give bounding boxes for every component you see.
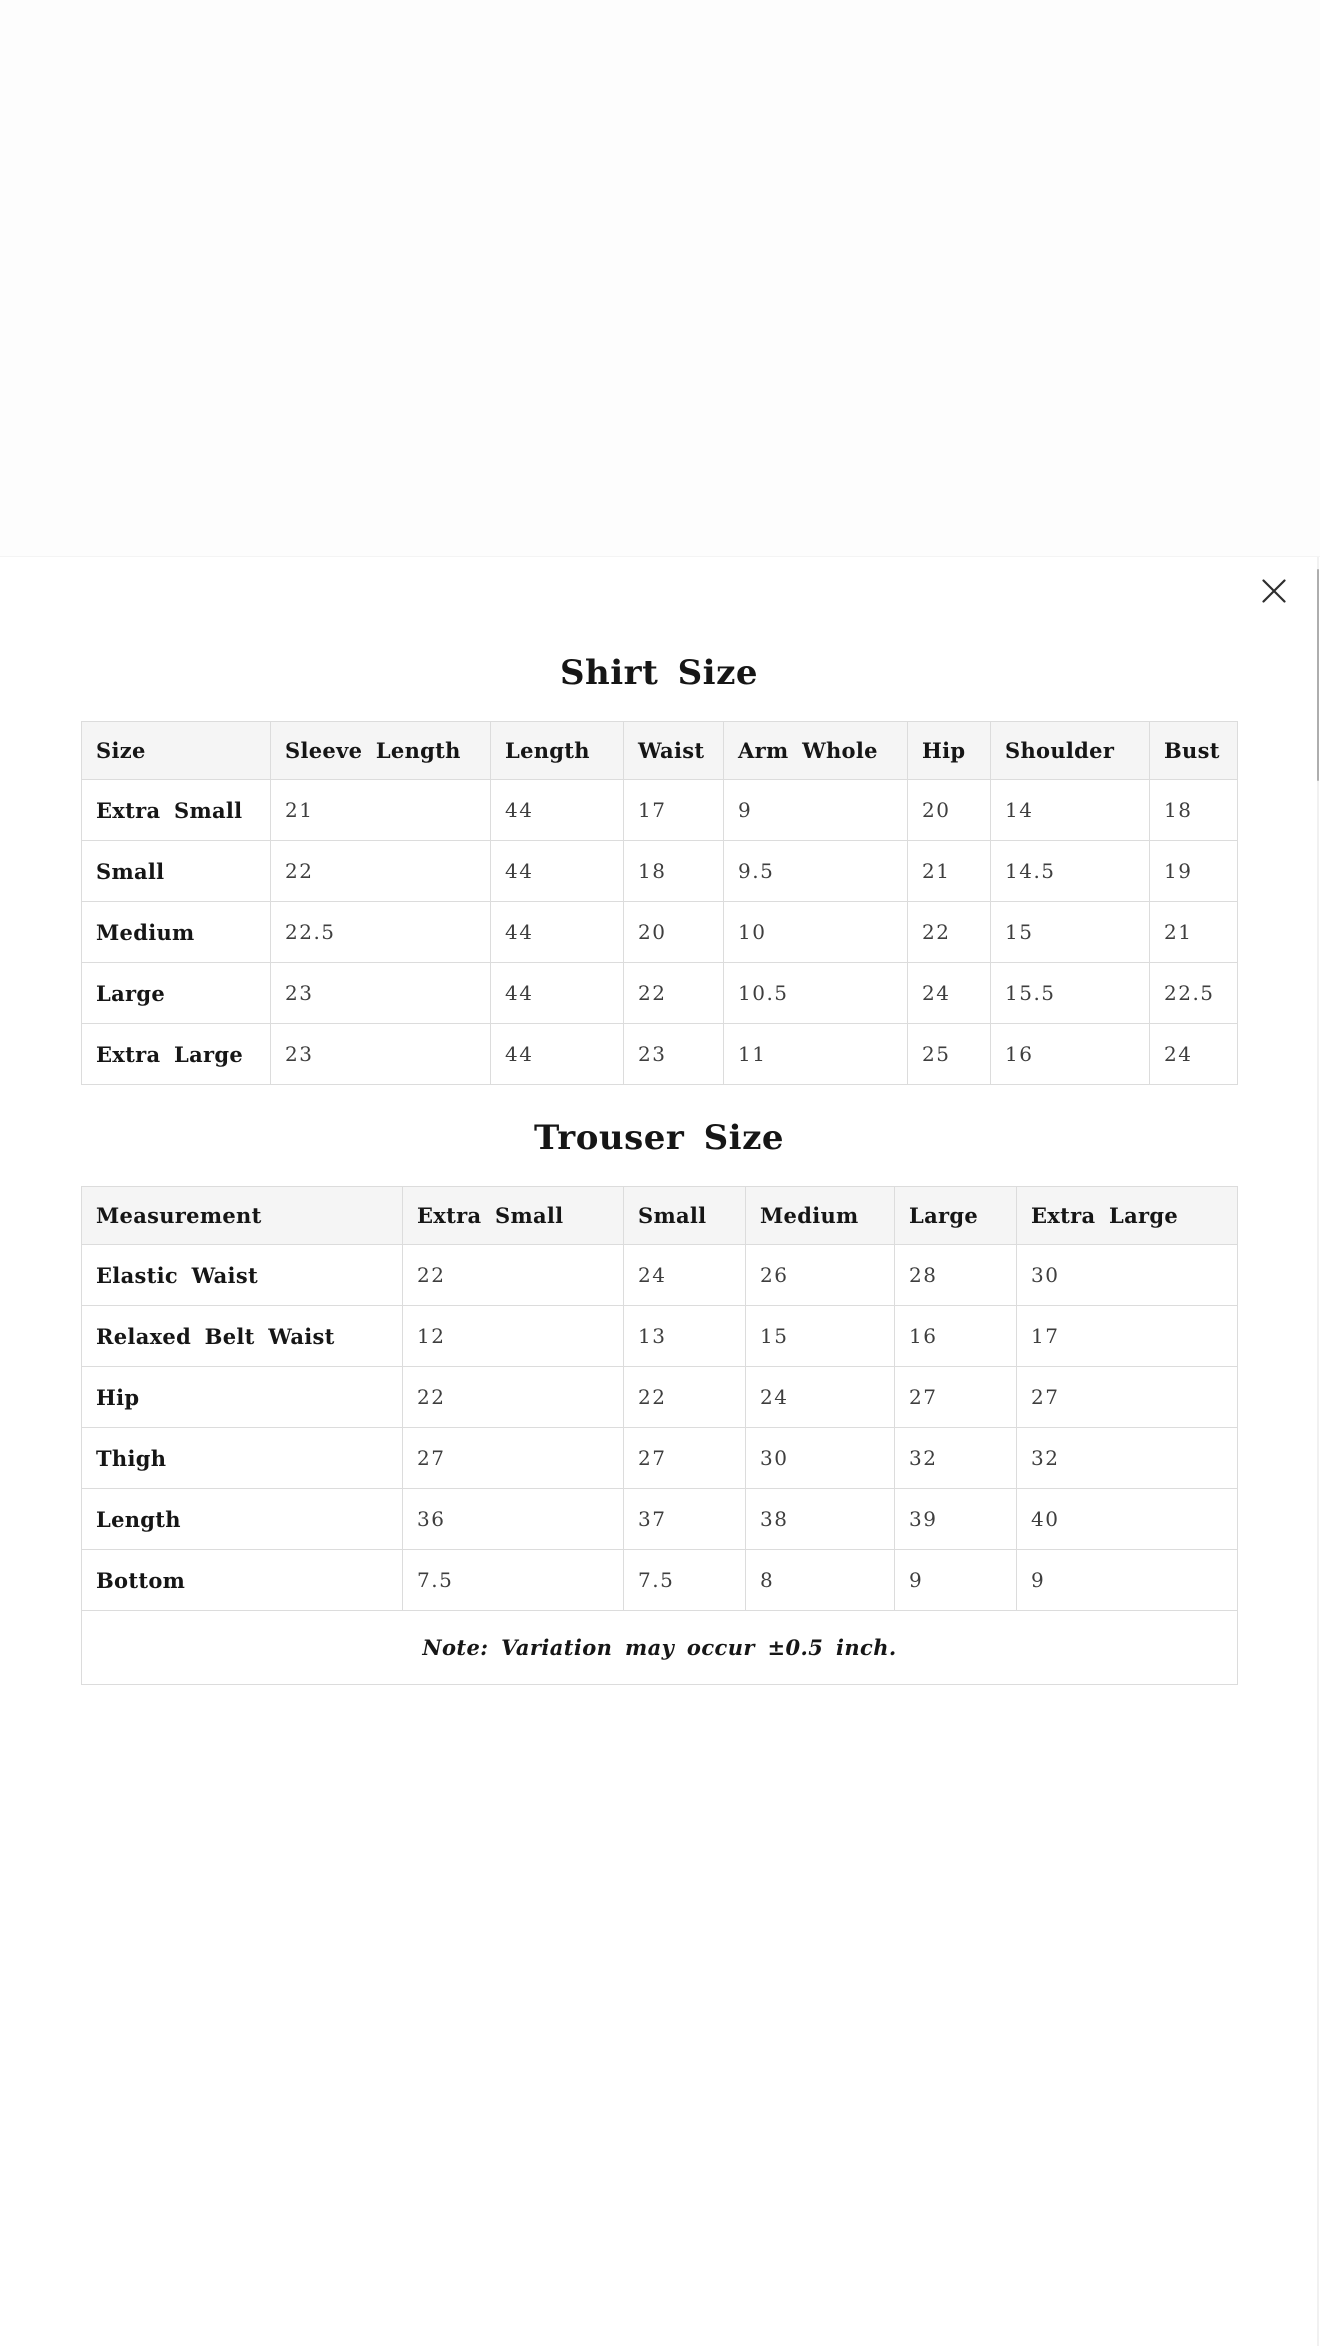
table-cell: 20 bbox=[908, 780, 991, 841]
table-cell: 10.5 bbox=[724, 963, 908, 1024]
table-row-relaxed-belt-waist bbox=[82, 1306, 1238, 1367]
trouser-size-table bbox=[81, 1186, 1238, 1685]
header-row bbox=[82, 1187, 1238, 1245]
page-background-top bbox=[0, 0, 1320, 557]
row-label: Length bbox=[82, 1489, 403, 1550]
table-cell: 20 bbox=[624, 902, 724, 963]
table-note: Note: Variation may occur ±0.5 inch. bbox=[82, 1611, 1238, 1685]
table-cell: 22 bbox=[271, 841, 491, 902]
scrollbar-track[interactable] bbox=[1317, 557, 1319, 2346]
table-cell: 10 bbox=[724, 902, 908, 963]
scrollbar-thumb[interactable] bbox=[1317, 569, 1319, 781]
table-cell: 24 bbox=[1150, 1024, 1238, 1085]
table-cell: 16 bbox=[895, 1306, 1017, 1367]
table-cell: 14 bbox=[991, 780, 1150, 841]
table-body bbox=[82, 780, 1238, 1085]
table-cell: 13 bbox=[624, 1306, 746, 1367]
row-label: Medium bbox=[82, 902, 271, 963]
column-header-large: Large bbox=[895, 1187, 1017, 1245]
column-header-arm-whole: Arm Whole bbox=[724, 722, 908, 780]
column-header-measurement: Measurement bbox=[82, 1187, 403, 1245]
table-cell: 30 bbox=[746, 1428, 895, 1489]
table-cell: 11 bbox=[724, 1024, 908, 1085]
row-label: Thigh bbox=[82, 1428, 403, 1489]
table-cell: 9 bbox=[724, 780, 908, 841]
table-cell: 7.5 bbox=[624, 1550, 746, 1611]
table-row-large bbox=[82, 963, 1238, 1024]
table-cell: 22 bbox=[624, 963, 724, 1024]
column-header-extra-large: Extra Large bbox=[1017, 1187, 1238, 1245]
table-cell: 26 bbox=[746, 1245, 895, 1306]
table-cell: 39 bbox=[895, 1489, 1017, 1550]
table-cell: 22.5 bbox=[1150, 963, 1238, 1024]
table-cell: 32 bbox=[895, 1428, 1017, 1489]
table-cell: 24 bbox=[624, 1245, 746, 1306]
table-cell: 8 bbox=[746, 1550, 895, 1611]
table-cell: 22 bbox=[908, 902, 991, 963]
table-cell: 25 bbox=[908, 1024, 991, 1085]
table-cell: 16 bbox=[991, 1024, 1150, 1085]
row-label: Small bbox=[82, 841, 271, 902]
close-icon bbox=[1261, 578, 1287, 604]
table-cell: 22 bbox=[624, 1367, 746, 1428]
table-cell: 28 bbox=[895, 1245, 1017, 1306]
column-header-size: Size bbox=[82, 722, 271, 780]
row-label: Extra Large bbox=[82, 1024, 271, 1085]
table-cell: 15.5 bbox=[991, 963, 1150, 1024]
row-label: Hip bbox=[82, 1367, 403, 1428]
table-cell: 24 bbox=[908, 963, 991, 1024]
column-header-sleeve-length: Sleeve Length bbox=[271, 722, 491, 780]
table-cell: 7.5 bbox=[403, 1550, 624, 1611]
row-label: Relaxed Belt Waist bbox=[82, 1306, 403, 1367]
shirt-size-title: Shirt Size bbox=[559, 653, 759, 693]
table-cell: 9.5 bbox=[724, 841, 908, 902]
table-row-small bbox=[82, 841, 1238, 902]
shirt-size-table bbox=[81, 721, 1238, 1085]
table-row-elastic-waist bbox=[82, 1245, 1238, 1306]
table-cell: 36 bbox=[403, 1489, 624, 1550]
table-head bbox=[82, 722, 1238, 780]
table-row-hip bbox=[82, 1367, 1238, 1428]
table-cell: 15 bbox=[746, 1306, 895, 1367]
row-label: Elastic Waist bbox=[82, 1245, 403, 1306]
table-cell: 44 bbox=[491, 780, 624, 841]
table-cell: 17 bbox=[624, 780, 724, 841]
table-row-bottom bbox=[82, 1550, 1238, 1611]
row-label: Extra Small bbox=[82, 780, 271, 841]
row-label: Bottom bbox=[82, 1550, 403, 1611]
table-cell: 23 bbox=[624, 1024, 724, 1085]
table-row-extra-large bbox=[82, 1024, 1238, 1085]
table-cell: 22 bbox=[403, 1367, 624, 1428]
column-header-waist: Waist bbox=[624, 722, 724, 780]
table-cell: 40 bbox=[1017, 1489, 1238, 1550]
column-header-length: Length bbox=[491, 722, 624, 780]
table-cell: 44 bbox=[491, 841, 624, 902]
table-row-medium bbox=[82, 902, 1238, 963]
table-cell: 32 bbox=[1017, 1428, 1238, 1489]
table-cell: 21 bbox=[271, 780, 491, 841]
size-chart-modal bbox=[0, 557, 1320, 2346]
table-cell: 22 bbox=[403, 1245, 624, 1306]
table-cell: 23 bbox=[271, 963, 491, 1024]
table-cell: 9 bbox=[1017, 1550, 1238, 1611]
column-header-hip: Hip bbox=[908, 722, 991, 780]
table-cell: 18 bbox=[624, 841, 724, 902]
column-header-extra-small: Extra Small bbox=[403, 1187, 624, 1245]
header-row bbox=[82, 722, 1238, 780]
table-cell: 44 bbox=[491, 1024, 624, 1085]
table-cell: 24 bbox=[746, 1367, 895, 1428]
table-cell: 44 bbox=[491, 963, 624, 1024]
table-cell: 17 bbox=[1017, 1306, 1238, 1367]
table-cell: 37 bbox=[624, 1489, 746, 1550]
table-cell: 9 bbox=[895, 1550, 1017, 1611]
table-cell: 22.5 bbox=[271, 902, 491, 963]
table-cell: 27 bbox=[895, 1367, 1017, 1428]
row-label: Large bbox=[82, 963, 271, 1024]
note-row bbox=[82, 1611, 1238, 1685]
table-cell: 19 bbox=[1150, 841, 1238, 902]
table-cell: 21 bbox=[908, 841, 991, 902]
column-header-shoulder: Shoulder bbox=[991, 722, 1150, 780]
column-header-bust: Bust bbox=[1150, 722, 1238, 780]
table-cell: 14.5 bbox=[991, 841, 1150, 902]
close-button[interactable] bbox=[1254, 571, 1294, 611]
table-cell: 23 bbox=[271, 1024, 491, 1085]
table-cell: 38 bbox=[746, 1489, 895, 1550]
table-cell: 44 bbox=[491, 902, 624, 963]
table-cell: 30 bbox=[1017, 1245, 1238, 1306]
table-row-length bbox=[82, 1489, 1238, 1550]
table-body bbox=[82, 1245, 1238, 1685]
trouser-size-title: Trouser Size bbox=[533, 1118, 785, 1158]
table-cell: 15 bbox=[991, 902, 1150, 963]
column-header-medium: Medium bbox=[746, 1187, 895, 1245]
table-cell: 27 bbox=[403, 1428, 624, 1489]
table-cell: 18 bbox=[1150, 780, 1238, 841]
table-head bbox=[82, 1187, 1238, 1245]
column-header-small: Small bbox=[624, 1187, 746, 1245]
table-cell: 12 bbox=[403, 1306, 624, 1367]
table-row-extra-small bbox=[82, 780, 1238, 841]
table-cell: 21 bbox=[1150, 902, 1238, 963]
table-cell: 27 bbox=[1017, 1367, 1238, 1428]
table-cell: 27 bbox=[624, 1428, 746, 1489]
table-row-thigh bbox=[82, 1428, 1238, 1489]
